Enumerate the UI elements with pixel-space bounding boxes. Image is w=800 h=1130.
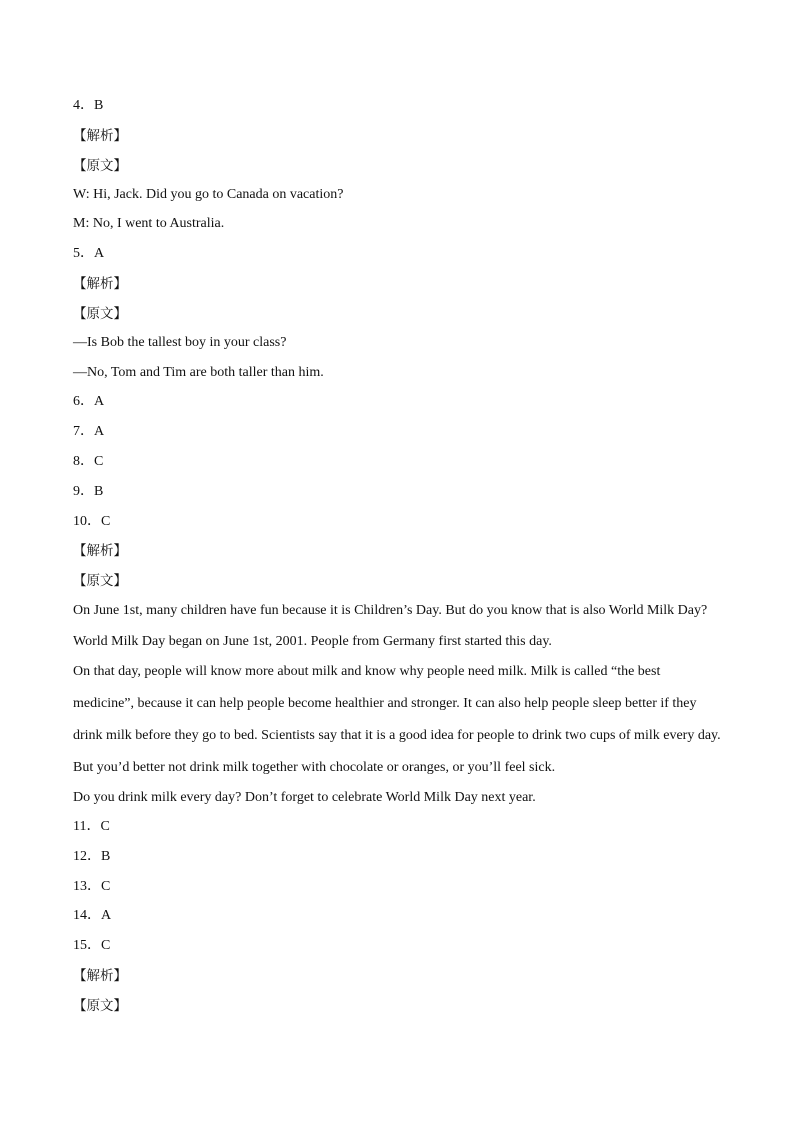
passage-line: On that day, people will know more about milk and know why people need milk. Milk is called “the best: [73, 664, 661, 679]
original-text-heading: 【原文】: [73, 306, 127, 322]
dialogue-line: —Is Bob the tallest boy in your class?: [73, 335, 287, 350]
answer-13: 13．C: [73, 879, 111, 894]
answer-7: 7．A: [73, 424, 105, 439]
analysis-heading: 【解析】: [73, 543, 127, 559]
dialogue-line: W: Hi, Jack. Did you go to Canada on vacation?: [73, 187, 344, 202]
analysis-heading: 【解析】: [73, 276, 127, 292]
passage-line: World Milk Day began on June 1st, 2001. People from Germany first started this day.: [73, 634, 552, 649]
answer-10: 10．C: [73, 514, 111, 529]
answer-15: 15．C: [73, 938, 111, 953]
original-text-heading: 【原文】: [73, 998, 127, 1014]
answer-14: 14．A: [73, 908, 112, 923]
original-text-heading: 【原文】: [73, 158, 127, 174]
answer-11: 11．C: [73, 819, 110, 834]
answer-6: 6．A: [73, 394, 105, 409]
dialogue-line: M: No, I went to Australia.: [73, 216, 225, 231]
passage-line: Do you drink milk every day? Don’t forget to celebrate World Milk Day next year.: [73, 790, 536, 805]
dialogue-line: —No, Tom and Tim are both taller than him.: [73, 365, 324, 380]
answer-5: 5．A: [73, 246, 105, 261]
analysis-heading: 【解析】: [73, 968, 127, 984]
analysis-heading: 【解析】: [73, 128, 127, 144]
passage-line: medicine”, because it can help people become healthier and stronger. It can also help people sleep better if they: [73, 696, 697, 711]
passage-line: But you’d better not drink milk together with chocolate or oranges, or you’ll feel sick.: [73, 760, 556, 775]
passage-line: On June 1st, many children have fun because it is Children’s Day. But do you know that is also World Milk Day?: [73, 603, 708, 618]
answer-4: 4．B: [73, 98, 104, 113]
original-text-heading: 【原文】: [73, 573, 127, 589]
answer-8: 8．C: [73, 454, 104, 469]
passage-line: drink milk before they go to bed. Scientists say that it is a good idea for people to drink two cups of milk every day.: [73, 728, 721, 743]
answer-9: 9．B: [73, 484, 104, 499]
answer-12: 12．B: [73, 849, 111, 864]
